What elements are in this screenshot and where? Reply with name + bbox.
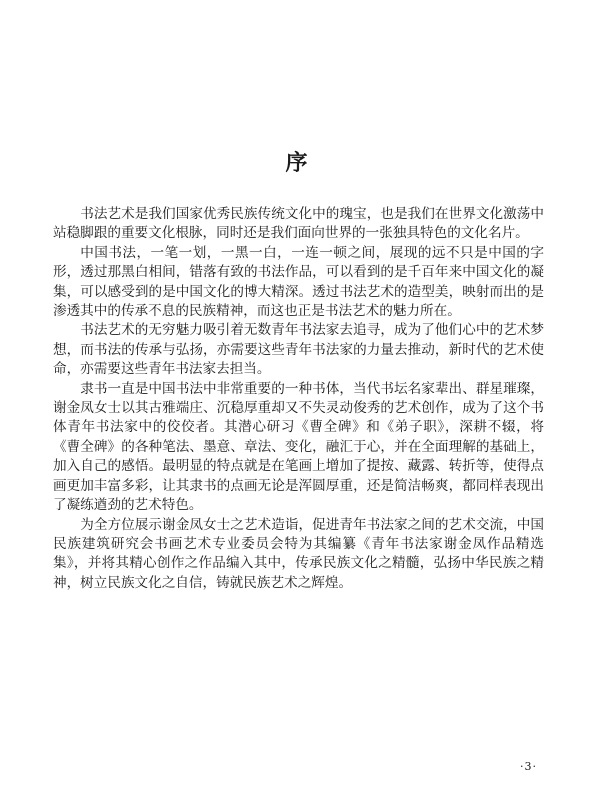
paragraph: 书法艺术的无穷魅力吸引着无数青年书法家去追寻，成为了他们心中的艺术梦想，而书法的传承与弘扬，亦需要这些青年书法家的力量去推动，新时代的艺术使命，亦需要这些青年书法家去担当。 — [53, 322, 544, 378]
paragraph: 书法艺术是我们国家优秀民族传统文化中的瑰宝，也是我们在世界文化激荡中站稳脚跟的重要文化根脉，同时还是我们面向世界的一张独具特色的文化名片。 — [53, 206, 544, 242]
paragraph: 为全方位展示谢金凤女士之艺术造诣，促进青年书法家之间的艺术交流，中国民族建筑研究会书画艺术专业委员会特为其编纂《青年书法家谢金凤作品精选集》，并将其精心创作之作品编入其中，传承民族文化之精髓，弘扬中华民族之精神，树立民族文化之自信，铸就民族艺术之辉煌。 — [53, 516, 544, 591]
preface-body — [53, 205, 544, 593]
page-title: 序 — [285, 150, 310, 176]
paragraph: 中国书法，一笔一划，一黑一白，一连一顿之间，展现的远不只是中国的字形，透过那黑白相间，错落有致的书法作品，可以看到的是千百年来中国文化的凝集，可以感受到的是中国文化的博大精深。透过书法艺术的造型美，映射而出的是渗透其中的传承不息的民族精神，而这也正是书法艺术的魅力所在。 — [53, 244, 544, 320]
paragraph: 隶书一直是中国书法中非常重要的一种书体，当代书坛名家辈出、群星璀璨，谢金凤女士以其古雅端庄、沉稳厚重却又不失灵动俊秀的艺术创作，成为了这个书体青年书法家中的佼佼者。其潜心研习《曹全碑》和《弟子职》，深耕不辍，将《曹全碑》的各种笔法、墨意、章法、变化，融汇于心，并在全面理解的基础上，加入自己的感悟。最明显的特点就是在笔画上增加了提按、藏露、转折等，使得点画更加丰富多彩，让其隶书的点画无论是浑圆厚重，还是简洁畅爽，都同样表现出了凝练遒劲的艺术特色。 — [53, 380, 544, 514]
page-number: ·3· — [520, 760, 537, 773]
